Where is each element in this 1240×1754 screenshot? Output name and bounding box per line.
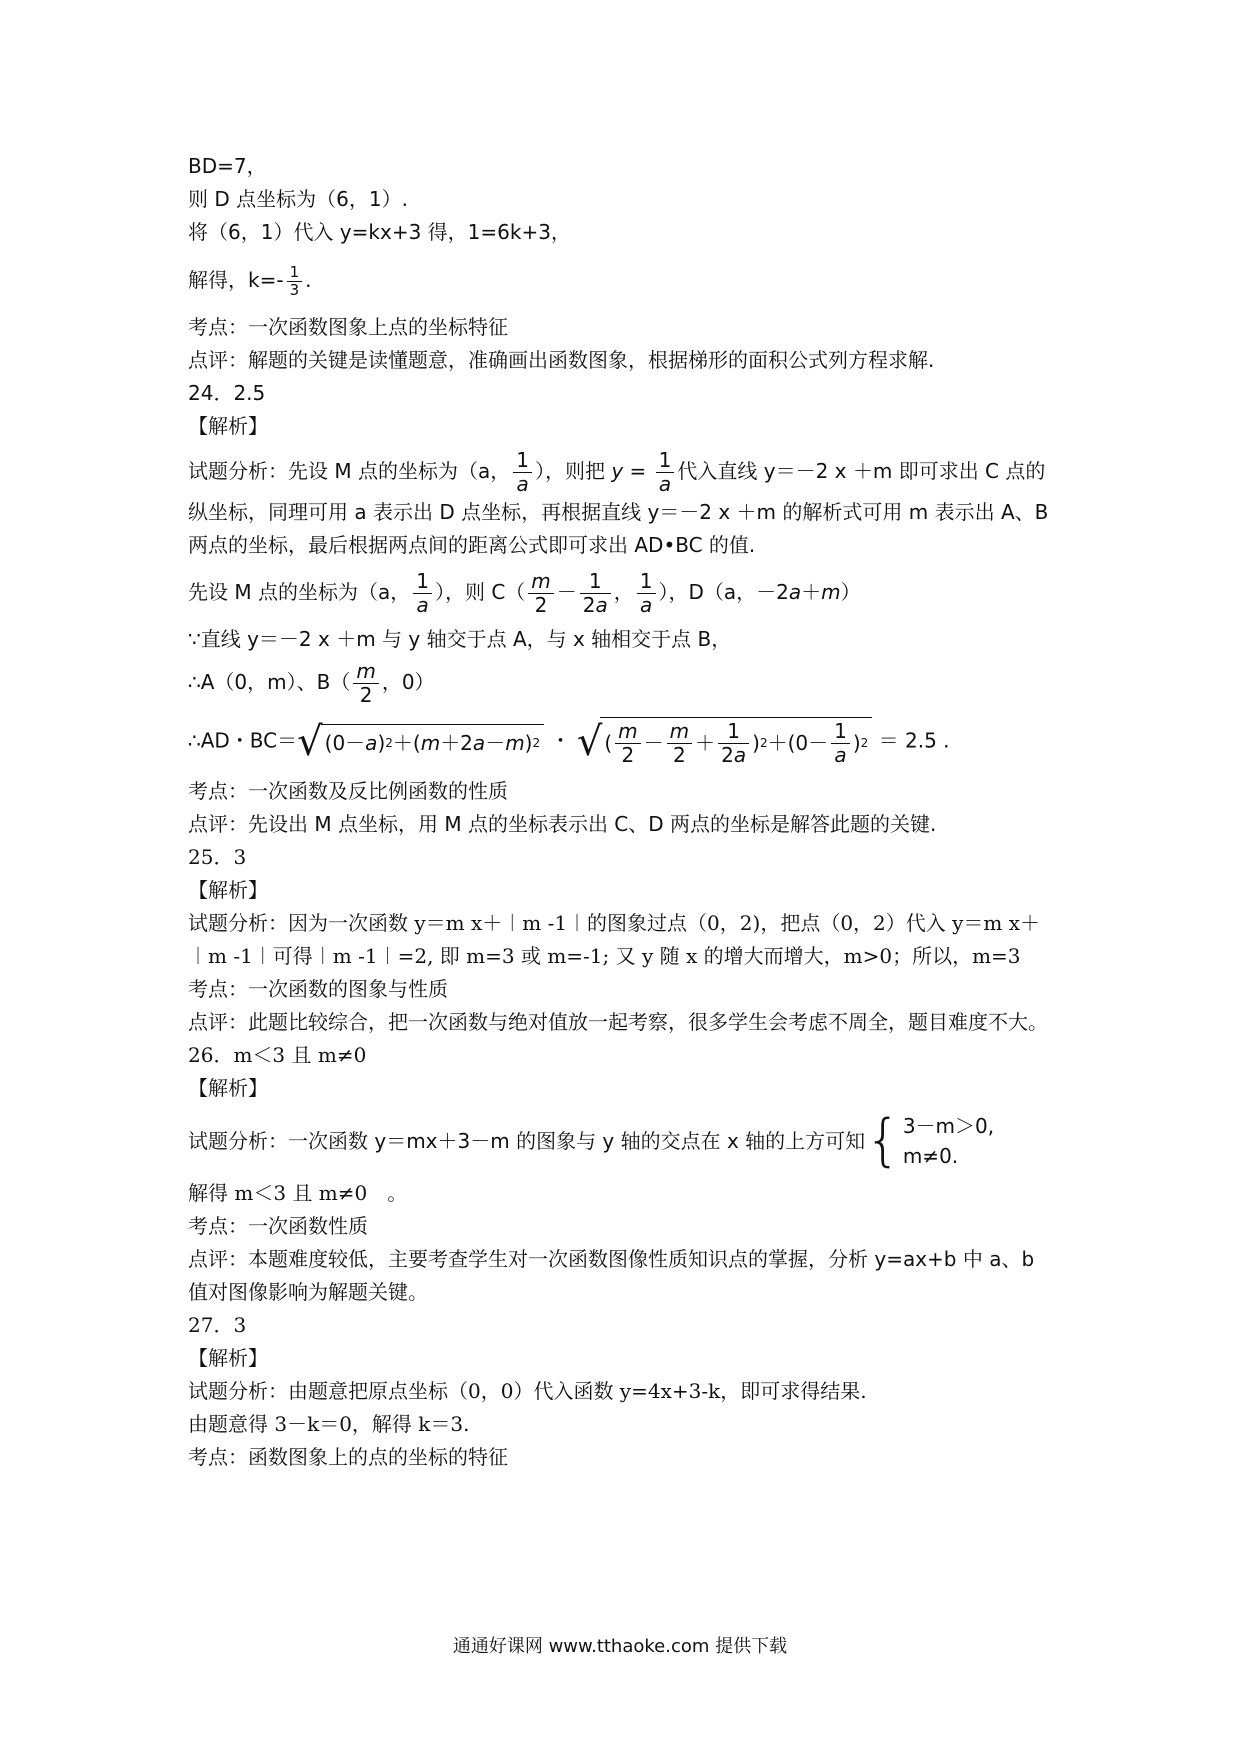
- text-line: BD=7，: [188, 154, 267, 178]
- numerator: 1: [287, 264, 303, 282]
- solve-k-line: 解得，k=- $\frac{1}{3}$ .: [188, 262, 312, 299]
- kaodian-line: 考点：函数图象上的点的坐标的特征: [188, 1445, 508, 1469]
- fraction: $\frac{m}{2}$: [528, 570, 553, 617]
- question-title: 26．m＜3 且 m≠0: [188, 1043, 367, 1067]
- text-fragment: 代入直线 y＝－2 x ＋m 即可求出 C 点的纵坐标，同理可用 a 表示出 D 点坐标，再根据直线 y＝－2 x ＋m 的解析式可用 m 表示出 A、B 两点的坐标，最后根据两点间的距离公式即可求出 AD•BC 的值.: [188, 459, 1049, 557]
- fraction: $\frac{1}{a}$: [637, 570, 656, 617]
- denominator: a: [516, 472, 529, 496]
- document-body: [188, 150, 1058, 1474]
- q26-analysis: [188, 1105, 1058, 1177]
- q27-solve: 由题意得 3－k＝0，解得 k＝3.: [188, 1412, 470, 1436]
- denominator: a: [658, 472, 672, 496]
- result-value: 2.5: [905, 728, 937, 753]
- dianping-line: 点评：本题难度较低，主要考查学生对一次函数图像性质知识点的掌握，分析 y=ax+b 中 a、b 值对图像影响为解题关键。: [188, 1247, 1035, 1304]
- kaodian-line: 考点：一次函数图象上点的坐标特征: [188, 315, 508, 339]
- text-fragment: ∴A（0，m）、B（: [188, 670, 351, 694]
- jiexi-label: 【解析】: [188, 414, 268, 438]
- fraction: [287, 264, 303, 300]
- text-fragment: ），则 C（: [434, 580, 526, 604]
- fraction: [513, 449, 532, 496]
- page-footer: 通通好课网 www.tthaoke.com 提供下载: [452, 1636, 788, 1657]
- numerator: 1: [513, 449, 532, 473]
- q25-analysis-1: 试题分析：因为一次函数 y＝m x＋︱m -1︱的图象过点（0，2)，把点（0，2）代入 y＝m x＋: [188, 911, 1041, 935]
- inequality: 3－m＞0,: [902, 1114, 995, 1138]
- text-fragment: 试题分析：先设 M 点的坐标为（a，: [188, 459, 511, 483]
- q24-result-line: ∴AD・BC＝ √ (0－ a ) 2 ＋( m ＋2 a － m ) 2 ・ √ ( $\frac{m}{2}$ － $\frac{m}{2}$ ＋ $\frac{1}{2a}$ ) 2 ＋(0－ $\frac{1}{a}$ ) 2 ＝ 2.5 .: [188, 719, 950, 767]
- question-title: 25．3: [188, 845, 247, 869]
- text-fragment: 解得，k=: [188, 268, 277, 292]
- inequality: m≠0.: [902, 1144, 959, 1168]
- text-fragment: 试题分析：一次函数 y＝mx＋3－m 的图象与 y 轴的交点在 x 轴的上方可知: [188, 1128, 866, 1153]
- text-fragment: ∴AD・BC＝: [188, 728, 298, 753]
- dianping-line: 点评：先设出 M 点坐标，用 M 点的坐标表示出 C、D 两点的坐标是解答此题的关键.: [188, 812, 937, 836]
- q27-analysis: 试题分析：由题意把原点坐标（0，0）代入函数 y=4x+3-k，即可求得结果.: [188, 1379, 867, 1403]
- text-fragment: ），则把: [534, 459, 605, 483]
- q24-set-line: 先设 M 点的坐标为（a， $\frac{1}{a}$ ），则 C（ $\frac{m}{2}$ － $\frac{1}{2a}$ ， $\frac{1}{a}$ ），D（a，－2a＋m）: [188, 569, 861, 617]
- numerator: 1: [656, 449, 675, 473]
- text-fragment: 先设 M 点的坐标为（a，: [188, 580, 411, 604]
- q26-solve: 解得 m＜3 且 m≠0 。: [188, 1181, 408, 1205]
- kaodian-line: 考点：一次函数性质: [188, 1214, 368, 1238]
- jiexi-label: 【解析】: [188, 878, 268, 902]
- fraction: $\frac{1}{a}$: [413, 570, 432, 617]
- q24-given-line: ∵直线 y＝－2 x ＋m 与 y 轴交于点 A，与 x 轴相交于点 B，: [188, 627, 732, 651]
- dianping-line: 点评：解题的关键是读懂题意，准确画出函数图象，根据梯形的面积公式列方程求解.: [188, 348, 935, 372]
- text-fragment: ，0）: [381, 670, 435, 694]
- kaodian-line: 考点：一次函数及反比例函数的性质: [188, 779, 508, 803]
- q25-analysis-2: ︱m -1︱可得︱m -1︱=2, 即 m=3 或 m=-1; 又 y 随 x 的增大而增大，m>0；所以，m=3: [188, 944, 1021, 968]
- fraction: $\frac{m}{2}$: [353, 660, 378, 707]
- q24-points-line: [188, 660, 1058, 707]
- equation-system: { 3－m＞0, m≠0.: [865, 1108, 995, 1173]
- dianping-line: 点评：此题比较综合，把一次函数与绝对值放一起考察，很多学生会考虑不周全，题目难度不大。: [188, 1010, 1048, 1034]
- question-title: 24．2.5: [188, 381, 266, 405]
- question-title: 27．3: [188, 1313, 247, 1337]
- text-line: 将（6，1）代入 y=kx+3 得，1=6k+3，: [188, 220, 571, 244]
- q24-analysis: 试题分析：先设 M 点的坐标为（a， $\frac{1}{a}$ ），则把 y = $\frac{1}{a}$ 代入直线 y＝－2 x ＋m 即可求出 C 点的纵坐标，同理可用 a 表示出 D 点坐标，再根据直线 y＝－2 x ＋m 的解析式可用 m 表示出 A、B 两点的坐标，最后根据两点间的距离公式即可求出 AD•BC 的值.: [188, 448, 1049, 557]
- fraction: $\frac{1}{2a}$: [580, 570, 611, 617]
- kaodian-line: 考点：一次函数的图象与性质: [188, 977, 448, 1001]
- text-line: 则 D 点坐标为（6，1）.: [188, 187, 408, 211]
- sqrt-expression: √ ( $\frac{m}{2}$ － $\frac{m}{2}$ ＋ $\frac{1}{2a}$ ) 2 ＋(0－ $\frac{1}{a}$ ) 2: [577, 717, 872, 767]
- jiexi-label: 【解析】: [188, 1076, 268, 1100]
- sqrt-expression: √ (0－ a ) 2 ＋( m ＋2 a － m ) 2: [297, 722, 544, 762]
- fraction: [656, 449, 675, 496]
- jiexi-label: 【解析】: [188, 1346, 268, 1370]
- text-fragment: ），D（a，: [658, 580, 757, 604]
- denominator: 3: [289, 281, 300, 299]
- sign: -: [276, 268, 284, 292]
